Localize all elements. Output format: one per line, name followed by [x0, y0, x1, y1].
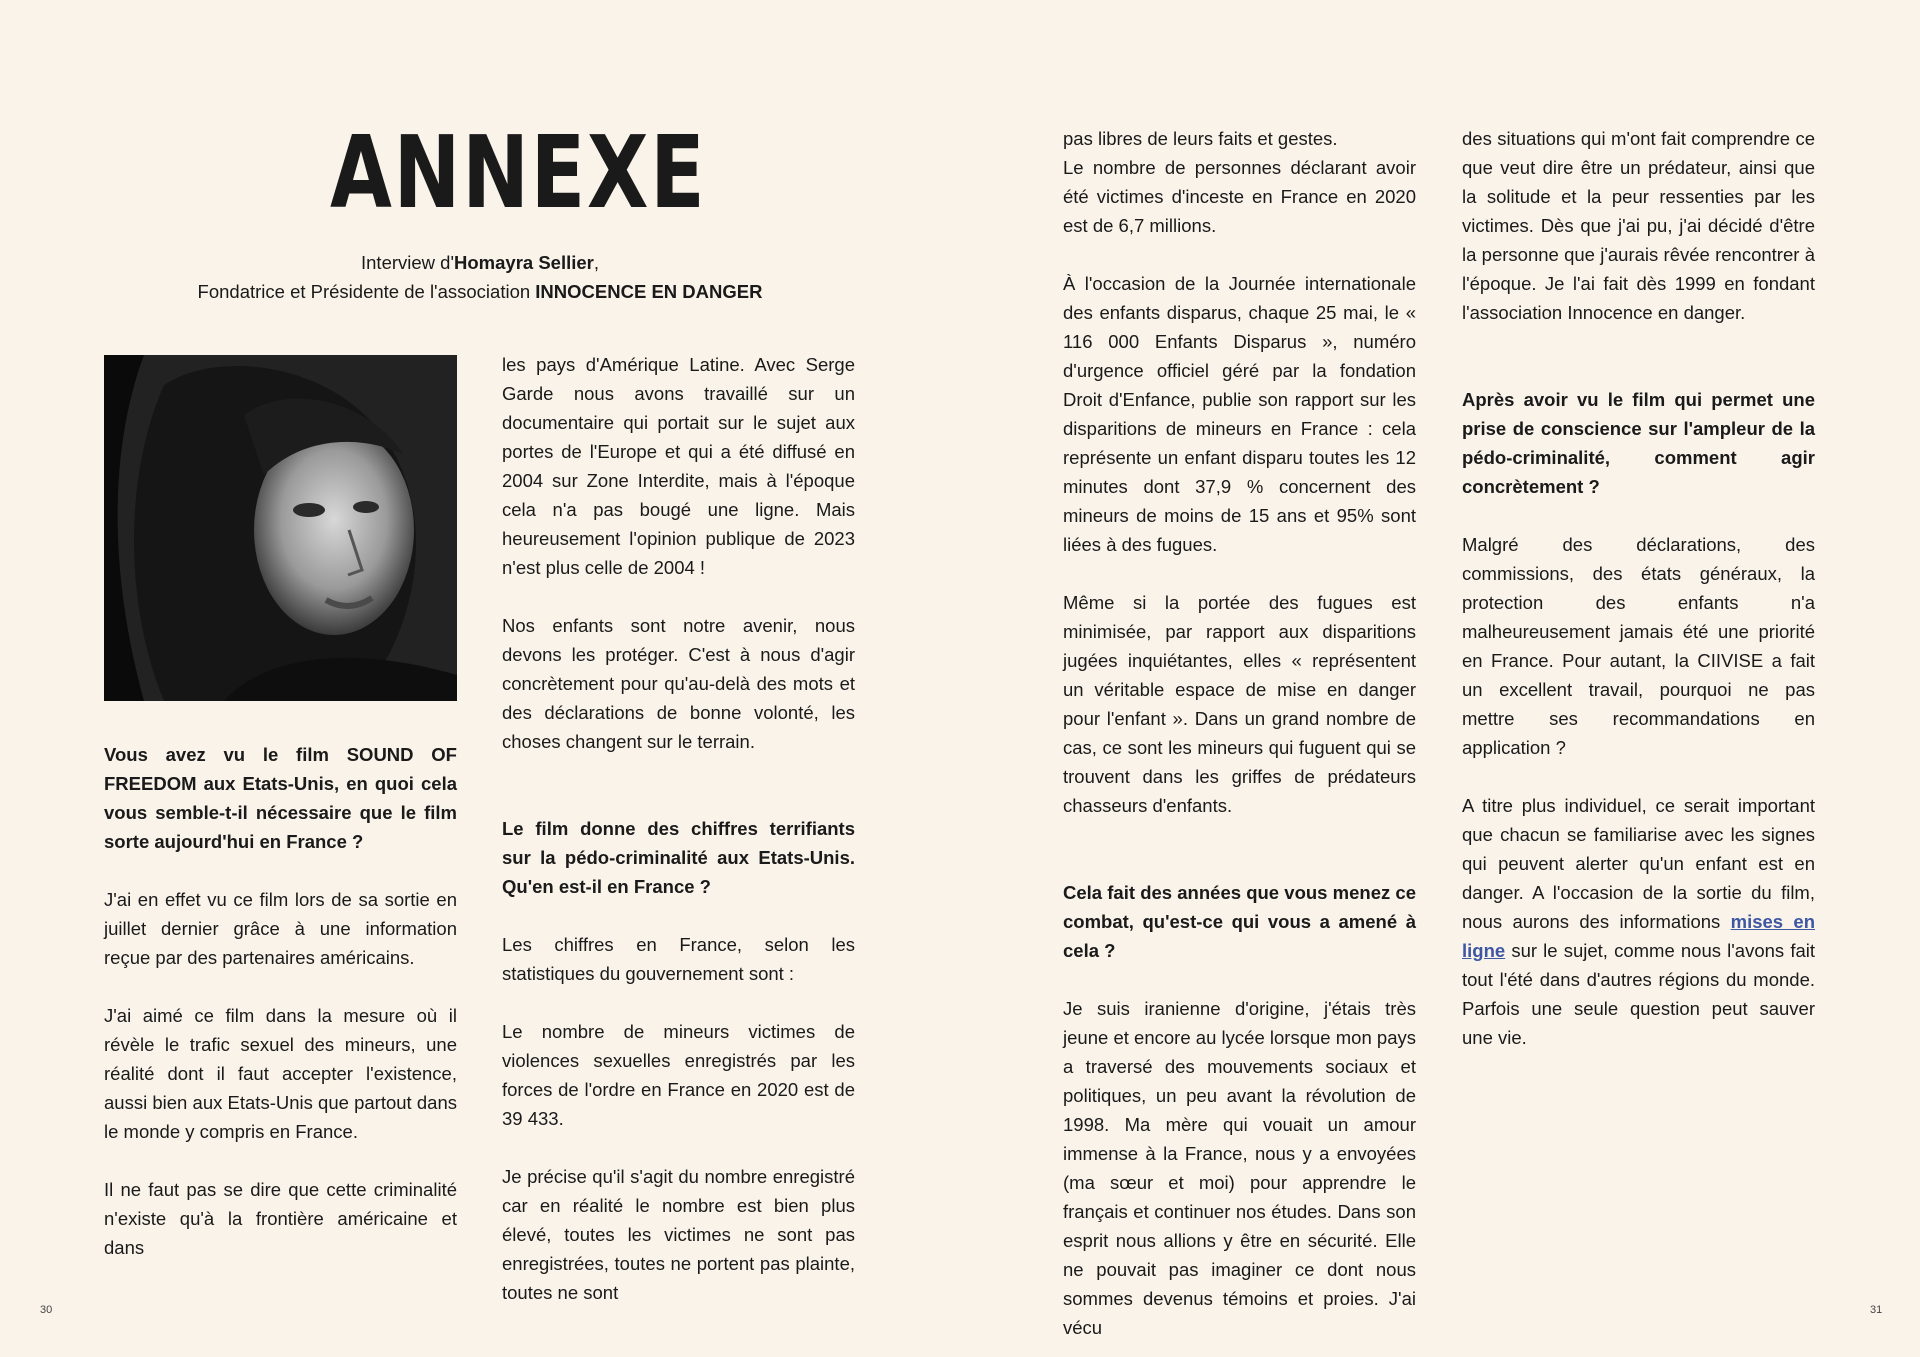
column-1 — [104, 740, 457, 1262]
subtitle-role: Fondatrice et Présidente de l'association — [197, 281, 536, 302]
question-2: Le film donne des chiffres terrifiants sur la pédo-criminalité aux Etats-Unis. Qu'en est-il en France ? — [502, 818, 855, 897]
portrait-photo — [104, 355, 457, 701]
question-1: Vous avez vu le film SOUND OF FREEDOM aux Etats-Unis, en quoi cela vous semble-t-il nécessaire que le film sorte aujourd'hui en France ? — [104, 744, 457, 852]
column-2 — [502, 350, 855, 1307]
organization-name: INNOCENCE EN DANGER — [535, 281, 763, 302]
online-info-link[interactable]: mises en ligne — [1462, 911, 1816, 961]
answer-paragraph: A titre plus individuel, ce serait important que chacun se familiarise avec les signes qui peuvent alerter qu'un enfant est en danger. A l'occasion de la sortie du film, nous aurons des informations mises en ligne sur le sujet, comme nous l'avons fait tout l'été dans d'autres régions du monde. Parfois une seule question peut sauver une vie. — [1462, 795, 1816, 1048]
portrait-illustration — [104, 355, 457, 701]
interviewee-name: Homayra Sellier — [454, 252, 594, 273]
answer-paragraph: Je suis iranienne d'origine, j'étais très jeune et encore au lycée lorsque mon pays a traversé des mouvements sociaux et politiques, un peu avant la révolution de 1998. Ma mère qui vouait un amour immense à la France, nous y a envoyées (ma sœur et moi) pour apprendre le français et continuer nos études. Dans son esprit nous allions y être en sécurité. Elle ne pouvait pas imaginer ce dont nous sommes devenus témoins et proies. J'ai vécu — [1063, 998, 1416, 1338]
answer-paragraph: J'ai aimé ce film dans la mesure où il révèle le trafic sexuel des mineurs, une réalité dont il faut accepter l'existence, aussi bien aux Etats-Unis que partout dans le monde y compris en France. — [104, 1005, 457, 1142]
answer-paragraph: Nos enfants sont notre avenir, nous devons les protéger. C'est à nous d'agir concrètement pour qu'au-delà des mots et des déclarations de bonne volonté, les choses changent sur le terrain. — [502, 615, 855, 752]
page-number-left: 30 — [40, 1304, 53, 1316]
page-title: ANNEXE — [330, 114, 707, 231]
answer-paragraph: J'ai en effet vu ce film lors de sa sortie en juillet dernier grâce à une information reçue par des partenaires américains. — [104, 889, 457, 968]
subtitle-prefix: Interview d' — [361, 252, 454, 273]
answer-paragraph: Il ne faut pas se dire que cette criminalité n'existe qu'à la frontière américaine et dans — [104, 1179, 457, 1258]
interview-subtitle: Interview d'Homayra Sellier, Fondatrice et Présidente de l'association INNOCENCE EN DANGER — [197, 252, 763, 302]
answer-paragraph: Même si la portée des fugues est minimisée, par rapport aux disparitions jugées inquiétantes, elles « représentent un véritable espace de mise en danger pour l'enfant ». Dans un grand nombre de cas, ce sont les mineurs qui fuguent qui se trouvent dans les griffes de prédateurs chasseurs d'enfants. — [1063, 592, 1416, 816]
answer-paragraph: Les chiffres en France, selon les statistiques du gouvernement sont : — [502, 934, 855, 984]
answer-paragraph: Le nombre de mineurs victimes de violences sexuelles enregistrés par les forces de l'ordre en France en 2020 est de 39 433. — [502, 1021, 855, 1129]
answer-paragraph: pas libres de leurs faits et gestes. Le nombre de personnes déclarant avoir été victimes d'inceste en France en 2020 est de 6,7 millions. — [1063, 128, 1416, 236]
column-3 — [1063, 124, 1416, 1342]
answer-paragraph: Malgré des déclarations, des commissions, des états généraux, la protection des enfants n'a malheureusement jamais été une priorité en France. Pour autant, la CIIVISE a fait un excellent travail, pourquoi ne pas mettre ses recommandations en application ? — [1462, 534, 1815, 758]
page-number-right: 31 — [1870, 1304, 1883, 1316]
answer-paragraph: Je précise qu'il s'agit du nombre enregistré car en réalité le nombre est bien plus élevé, toutes les victimes ne sont pas enregistrées, toutes ne portent pas plainte, toutes ne sont — [502, 1166, 855, 1303]
answer-paragraph: des situations qui m'ont fait comprendre ce que veut dire être un prédateur, ainsi que la solitude et la peur ressenties par les victimes. Dès que j'ai pu, j'ai décidé d'être la personne que j'aurais rêvée rencontrer à l'époque. Je l'ai fait dès 1999 en fondant l'association Innocence en danger. — [1462, 128, 1815, 323]
question-3: Cela fait des années que vous menez ce combat, qu'est-ce qui vous a amené à cela ? — [1063, 882, 1416, 961]
question-4: Après avoir vu le film qui permet une prise de conscience sur l'ampleur de la pédo-criminalité, comment agir concrètement ? — [1462, 389, 1815, 497]
answer-paragraph: À l'occasion de la Journée internationale des enfants disparus, chaque 25 mai, le « 116 000 Enfants Disparus », numéro d'urgence officiel géré par la fondation Droit d'Enfance, publie son rapport sur les disparitions de mineurs en France : cela représente un enfant disparu toutes les 12 minutes dont 37,9 % concernent des mineurs de moins de 15 ans et 95% sont liées à des fugues. — [1063, 273, 1416, 555]
answer-paragraph: les pays d'Amérique Latine. Avec Serge Garde nous avons travaillé sur un documentaire qui portait sur le sujet aux portes de l'Europe et qui a été diffusé en 2004 sur Zone Interdite, mais à l'époque cela n'a pas bougé une ligne. Mais heureusement l'opinion publique de 2023 n'est plus celle de 2004 ! — [502, 354, 855, 578]
column-4 — [1462, 124, 1815, 1052]
